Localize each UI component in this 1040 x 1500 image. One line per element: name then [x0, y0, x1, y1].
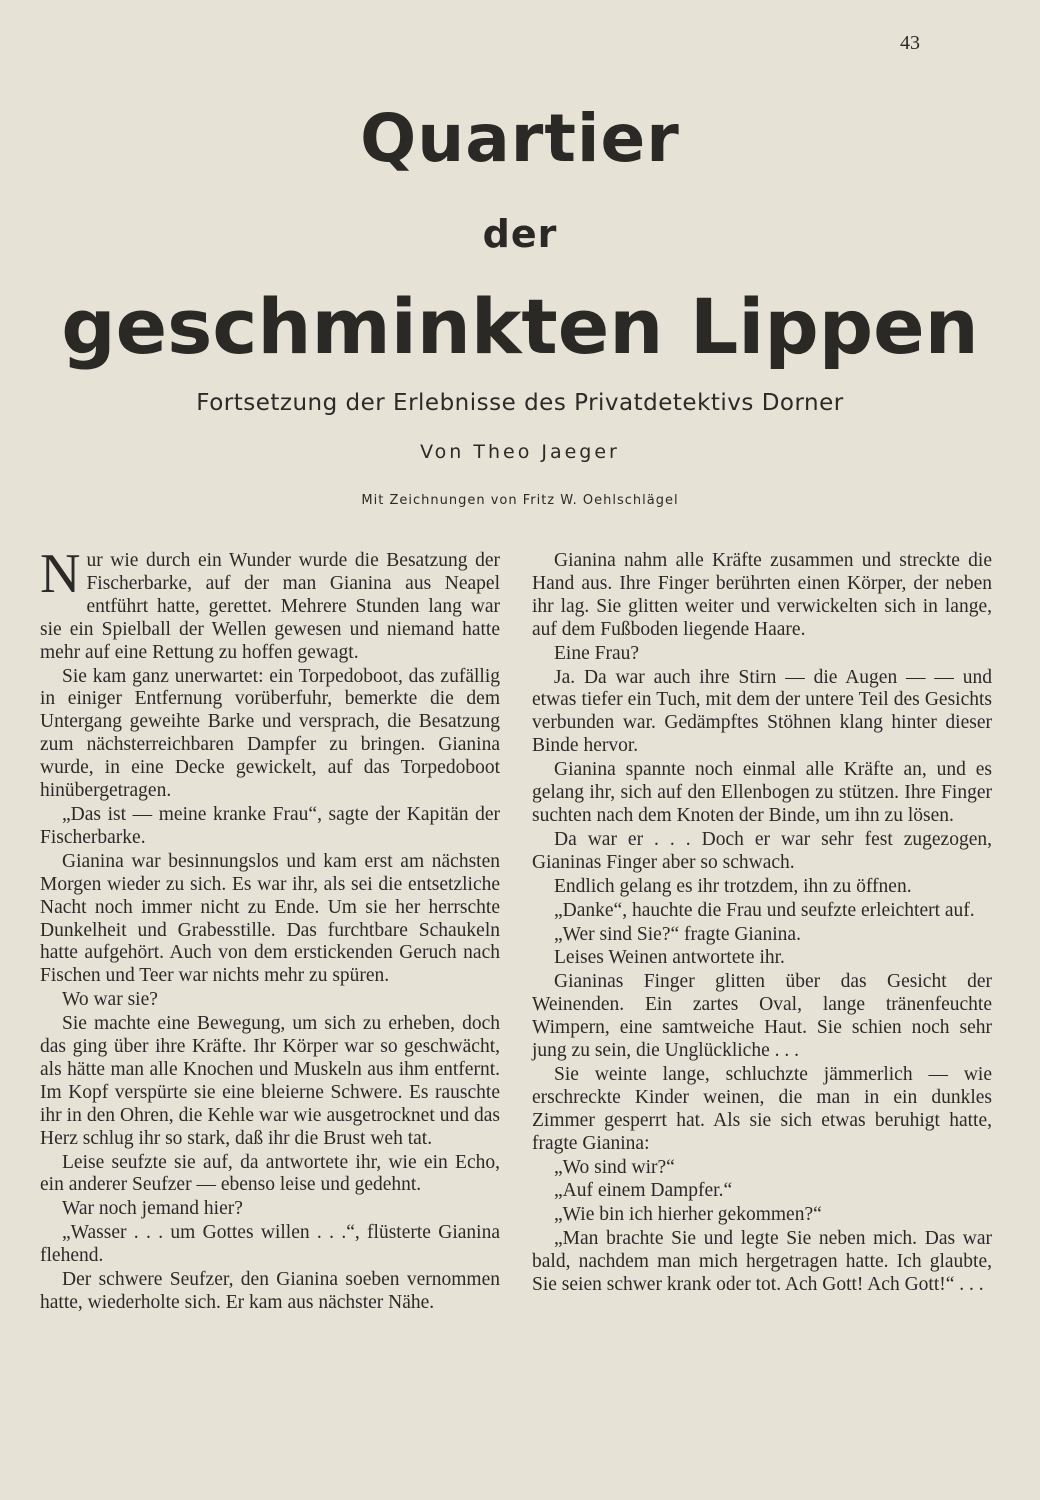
- drop-cap: N: [40, 543, 81, 605]
- paragraph: War noch jemand hier?: [62, 1198, 243, 1220]
- paragraph: „Wasser . . . um Gottes willen . . .“, flüsterte Gianina flehend.: [40, 1222, 500, 1267]
- paragraph: Gianina war besinnungslos und kam erst am nächsten Morgen wieder zu sich. Es war ihr, als sei die entsetzliche Nacht noch immer nicht zu Ende. Um sie her herrschte Dunkelheit und Grabesstille. Das furchtbare Schaukeln hatte aufgehört. Auch von dem erstickenden Geruch nach Fischen und Teer war nichts mehr zu spüren.: [40, 850, 500, 987]
- paragraph: Ja. Da war auch ihre Stirn — die Augen — — und etwas tiefer ein Tuch, mit dem der untere Teil des Gesichts verbunden war. Gedämpftes Stöhnen klang hinter dieser Binde hervor.: [532, 666, 992, 757]
- author-byline: Von Theo Jaeger: [420, 441, 620, 463]
- article-column-right: [532, 550, 992, 1298]
- paragraph: Gianinas Finger glitten über das Gesicht der Weinenden. Ein zartes Oval, lange tränenfeuchte Wimpern, eine samtweiche Haut. Sie schien noch sehr jung zu sein, die Unglückliche . . .: [532, 971, 992, 1062]
- paragraph: „Wie bin ich hierher gekommen?“: [554, 1204, 822, 1226]
- paragraph: Wo war sie?: [62, 989, 158, 1011]
- paragraph: „Wer sind Sie?“ fragte Gianina.: [554, 923, 801, 945]
- title-line-3: geschminkten Lippen: [61, 282, 979, 371]
- paragraph: „Auf einem Dampfer.“: [554, 1180, 733, 1202]
- title-line-2: der: [482, 212, 558, 256]
- paragraph: Leise seufzte sie auf, da antwortete ihr, wie ein Echo, ein anderer Seufzer — ebenso leise und gedehnt.: [40, 1151, 500, 1196]
- paragraph: Sie machte eine Bewegung, um sich zu erheben, doch das ging über ihre Kräfte. Ihr Körper war so geschwächt, als hätte man alle Knochen und Muskeln aus ihm entfernt. Im Kopf verspürte sie eine bleierne Schwere. Es rauschte ihr in den Ohren, die Kehle war wie ausgetrocknet und das Herz schlug ihr so stark, daß ihr die Brust weh tat.: [40, 1013, 500, 1149]
- paragraph: „Man brachte Sie und legte Sie neben mich. Das war bald, nachdem man mich hergetragen hatte. Ich glaubte, Sie seien schwer krank oder tot. Ach Gott! Ach Gott!“ . . .: [532, 1228, 992, 1296]
- article-column-left: [40, 543, 500, 1316]
- paragraph: „Danke“, hauchte die Frau und seufzte erleichtert auf.: [554, 899, 975, 921]
- subtitle: Fortsetzung der Erlebnisse des Privatdetektivs Dorner: [196, 390, 844, 416]
- paragraph: Leises Weinen antwortete ihr.: [554, 947, 785, 969]
- title-line-1: Quartier: [360, 100, 680, 177]
- illustration-credit: Mit Zeichnungen von Fritz W. Oehlschlägel: [361, 493, 679, 508]
- paragraph: Sie weinte lange, schluchzte jämmerlich — wie erschreckte Kinder weinen, die man in ein dunkles Zimmer gesperrt hat. Als sie sich etwas beruhigt hatte, fragte Gianina:: [532, 1063, 992, 1154]
- paragraph: Endlich gelang es ihr trotzdem, ihn zu öffnen.: [554, 875, 912, 897]
- paragraph: Eine Frau?: [554, 642, 640, 664]
- paragraph: Da war er . . . Doch er war sehr fest zugezogen, Gianinas Finger aber so schwach.: [532, 828, 992, 873]
- paragraph: Gianina spannte noch einmal alle Kräfte an, und es gelang ihr, sich auf den Ellenbogen zu stützen. Ihre Finger suchten nach dem Knoten der Binde, um ihn zu lösen.: [532, 759, 992, 826]
- paragraph: „Wo sind wir?“: [554, 1156, 675, 1178]
- paragraph: Nur wie durch ein Wunder wurde die Besatzung der Fischerbarke, auf der man Gianina aus Neapel entführt hatte, gerettet. Mehrere Stunden lang war sie ein Spielball der Wellen gewesen und niemand hatte mehr auf eine Rettung zu hoffen gewagt.: [40, 543, 500, 663]
- paragraph: Der schwere Seufzer, den Gianina soeben vernommen hatte, wiederholte sich. Er kam aus nächster Nähe.: [40, 1269, 500, 1313]
- paragraph: „Das ist — meine kranke Frau“, sagte der Kapitän der Fischerbarke.: [40, 803, 500, 848]
- paragraph: Sie kam ganz unerwartet: ein Torpedoboot, das zufällig in einiger Entfernung vorüberfuhr, bemerkte die dem Untergang geweihte Barke und versprach, die Besatzung zum nächsterreichbaren Dampfer zu bringen. Gianina wurde, in eine Decke gewickelt, auf das Torpedoboot hinübergetragen.: [40, 665, 500, 802]
- page-number: 43: [900, 32, 920, 54]
- paragraph: Gianina nahm alle Kräfte zusammen und streckte die Hand aus. Ihre Finger berührten einen Körper, der neben ihr lag. Sie glitten weiter und verwickelten sich in lange, auf dem Fußboden liegende Haare.: [532, 550, 992, 640]
